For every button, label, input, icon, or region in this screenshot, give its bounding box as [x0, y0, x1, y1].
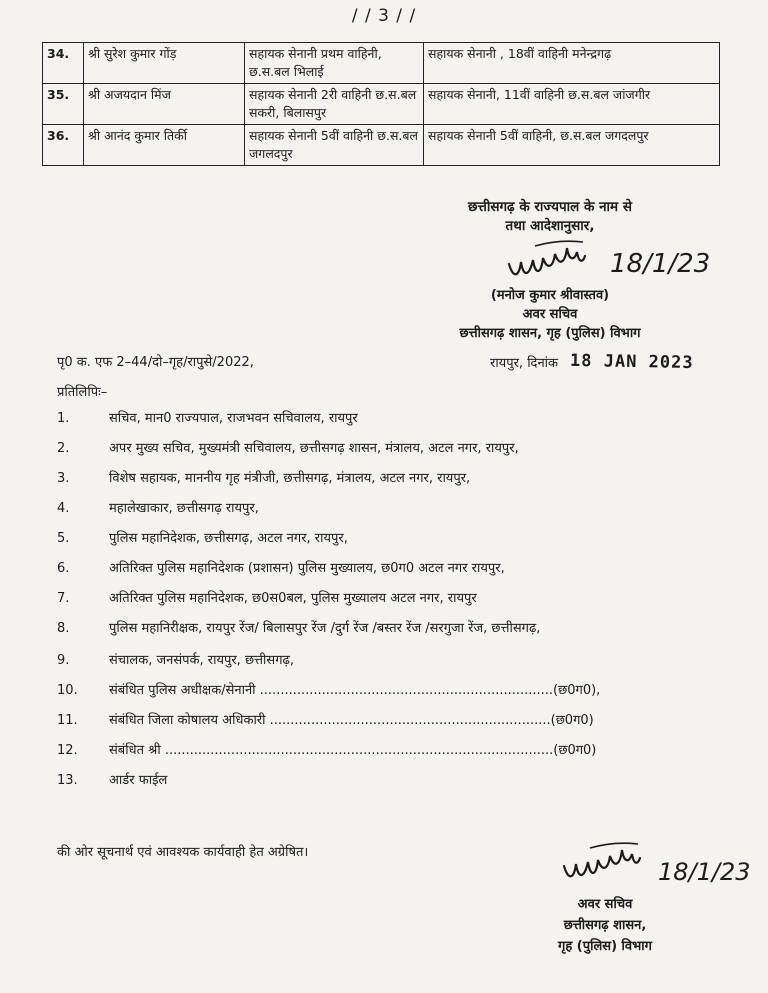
row-to-post: सहायक सेनानी, 11वीं वाहिनी छ.स.बल जांजगीर	[424, 84, 720, 125]
footer-designation: अवर सचिव	[577, 897, 633, 912]
officer-name: (मनोज कुमार श्रीवास्तव)	[490, 288, 610, 303]
place-date	[490, 352, 694, 372]
order-line-2: तथा आदेशानुसार,	[505, 218, 595, 234]
list-item-text: महालेखाकार, छत्तीसगढ़ रायपुर,	[109, 501, 259, 516]
list-item-text: अतिरिक्त पुलिस महानिदेशक (प्रशासन) पुलिस मुख्यालय, छ0ग0 अटल नगर रायपुर,	[109, 561, 505, 576]
list-item	[57, 712, 717, 730]
list-item-number: 11.	[57, 713, 78, 728]
list-item-number: 6.	[57, 561, 70, 576]
reference-number: पृ0 क. एफ 2–44/दो–गृह/रापुसे/2022,	[57, 355, 254, 370]
list-item-number: 3.	[57, 471, 70, 486]
list-item	[57, 742, 717, 760]
list-item-text: विशेष सहायक, माननीय गृह मंत्रीजी, छत्तीसगढ़, मंत्रालय, अटल नगर, रायपुर,	[109, 471, 471, 486]
list-item-text: पुलिस महानिदेशक, छत्तीसगढ़, अटल नगर, रायपुर,	[109, 531, 348, 546]
footer-signature-block	[520, 894, 690, 957]
date-stamp: 18 JAN 2023	[569, 350, 694, 374]
table-row	[43, 43, 720, 84]
list-item-text: संबंधित पुलिस अधीक्षक/सेनानी .......................................................................(छ0ग0),	[109, 683, 601, 698]
footer-government: छत्तीसगढ़ शासन,	[563, 918, 647, 933]
sign-date-2: 18/1/23	[658, 858, 751, 886]
row-from-post: सहायक सेनानी प्रथम वाहिनी, छ.स.बल भिलाई	[245, 43, 424, 84]
list-item-text: सचिव, मान0 राज्यपाल, राजभवन सचिवालय, रायपुर	[109, 411, 358, 426]
list-item-number: 7.	[57, 591, 70, 606]
list-item-number: 5.	[57, 531, 70, 546]
signature-1	[505, 234, 725, 286]
list-item-number: 13.	[57, 773, 78, 788]
transfer-table	[42, 42, 720, 166]
copy-list	[57, 410, 717, 802]
row-name: श्री सुरेश कुमार गोंड़	[84, 43, 245, 84]
list-item	[57, 500, 717, 518]
row-name: श्री आनंद कुमार तिर्की	[84, 125, 245, 166]
list-item	[57, 772, 717, 790]
officer-designation: अवर सचिव	[522, 307, 578, 322]
list-item-number: 12.	[57, 743, 78, 758]
list-item	[57, 410, 717, 428]
list-item-text: संचालक, जनसंपर्क, रायपुर, छत्तीसगढ़,	[109, 653, 294, 668]
signature-2	[560, 836, 760, 892]
footer-department: गृह (पुलिस) विभाग	[558, 939, 652, 954]
row-serial: 35.	[43, 84, 84, 125]
place-date-label: रायपुर, दिनांक	[490, 356, 559, 371]
row-from-post: सहायक सेनानी 5वीं वाहिनी छ.स.बल जगलदपुर	[245, 125, 424, 166]
list-item-text: अपर मुख्य सचिव, मुख्यमंत्री सचिवालय, छत्तीसगढ़ शासन, मंत्रालय, अटल नगर, रायपुर,	[109, 441, 519, 456]
list-item-number: 2.	[57, 441, 70, 456]
officer-department: छत्तीसगढ़ शासन, गृह (पुलिस) विभाग	[459, 326, 641, 341]
list-item-number: 4.	[57, 501, 70, 516]
row-name: श्री अजयदान मिंज	[84, 84, 245, 125]
sign-date-1: 18/1/23	[610, 249, 711, 279]
list-item	[57, 560, 717, 578]
row-serial: 36.	[43, 125, 84, 166]
list-item	[57, 682, 717, 700]
list-item-number: 9.	[57, 653, 70, 668]
list-item	[57, 470, 717, 488]
list-item-text: संबंधित श्री ..............................................................................................(छ0ग0)	[109, 743, 597, 758]
list-item-text: पुलिस महानिरीक्षक, रायपुर रेंज/ बिलासपुर रेंज /दुर्ग रेंज /बस्तर रेंज /सरगुजा रेंज, छत्तीसगढ़,	[109, 621, 541, 636]
row-from-post: सहायक सेनानी 2री वाहिनी छ.स.बल सकरी, बिलासपुर	[245, 84, 424, 125]
list-item	[57, 530, 717, 548]
page-number: / / 3 / /	[351, 6, 417, 26]
list-item-text: अतिरिक्त पुलिस महानिदेशक, छ0स0बल, पुलिस मुख्यालय अटल नगर, रायपुर	[109, 591, 477, 606]
order-line-1: छत्तीसगढ़ के राज्यपाल के नाम से	[468, 199, 632, 215]
list-item-number: 1.	[57, 411, 70, 426]
footer-text: की ओर सूचनार्थ एवं आवश्यक कार्यवाही हेत अग्रेषित।	[57, 845, 309, 860]
officer-block	[380, 286, 720, 343]
row-to-post: सहायक सेनानी 5वीं वाहिनी, छ.स.बल जगदलपुर	[424, 125, 720, 166]
row-to-post: सहायक सेनानी , 18वीं वाहिनी मनेन्द्रगढ़	[424, 43, 720, 84]
list-item	[57, 620, 717, 638]
row-serial: 34.	[43, 43, 84, 84]
list-item	[57, 440, 717, 458]
table-row	[43, 125, 720, 166]
order-block	[400, 198, 700, 236]
list-item-text: आर्डर फाईल	[109, 773, 168, 788]
list-item-number: 8.	[57, 621, 70, 636]
table-row	[43, 84, 720, 125]
copy-heading: प्रतिलिपिः–	[57, 385, 108, 400]
list-item	[57, 652, 717, 670]
list-item	[57, 590, 717, 608]
list-item-number: 10.	[57, 683, 78, 698]
list-item-text: संबंधित जिला कोषालय अधिकारी ....................................................................(छ0ग0)	[109, 713, 594, 728]
